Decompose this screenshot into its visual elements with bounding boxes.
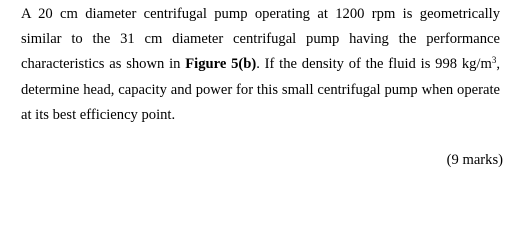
figure-reference: Figure 5(b) bbox=[185, 56, 257, 73]
unit-exponent: 3 bbox=[491, 55, 497, 66]
question-text bbox=[21, 2, 500, 128]
question-text-part1: A 20 cm diameter centrifugal pump operating at 1200 rpm is geometrically similar to the 31 cm diameter centrifugal pump having the performance characteristics as shown in bbox=[21, 6, 500, 73]
question-text-part3: , determine head, capacity and power for this small centrifugal pump when operate at its best efficiency point. bbox=[21, 56, 500, 123]
question-text-part2: . If the density of the fluid is 998 kg/m bbox=[256, 56, 492, 73]
marks-label: (9 marks) bbox=[446, 152, 503, 168]
